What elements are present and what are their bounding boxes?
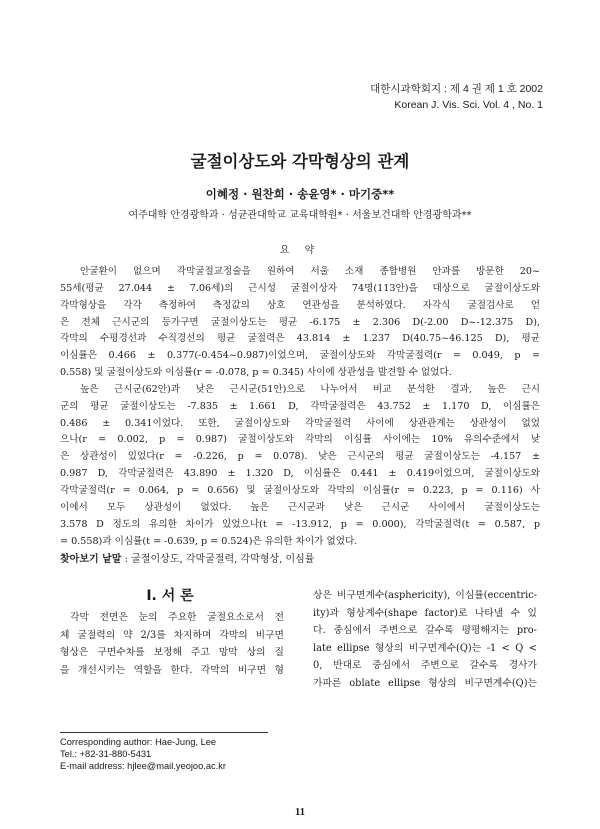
body-line: 각막 전면은 눈의 주요한 굴절요소로서 전	[70, 612, 284, 623]
body-line: 가파른 oblate ellipse 형상의 비구면계수(Q)는	[313, 677, 537, 689]
paper-title: 굴절이상도와 각막형상의 관계	[190, 152, 410, 171]
abstract-line: 0.558) 및 굴절이상도와 이심률(r = -0.078, p = 0.345) 사이에 상관성을 발견할 수 없었다.	[60, 367, 452, 379]
body-column-right	[313, 587, 537, 692]
journal-citation-korean: 대한시과학회지 : 제 4 권 제 1 호 2002	[370, 83, 543, 95]
abstract-line: 각막의 수평경선과 수직경선의 평균 굴절력은 43.814 ± 1.237 D(40.75~46.125 D), 평균	[60, 333, 540, 345]
abstract-line: 은 상관성이 있었다(r = -0.226, p = 0.078). 낮은 근시군의 평균 굴절이상도는 -4.157 ±	[60, 451, 540, 463]
body-line: 을 개선시키는 역할을 한다. 각막의 비구면 형	[60, 664, 284, 676]
abstract-line: 군의 평균 굴절이상도는 -7.835 ± 1.661 D, 각막굴절력은 43.752 ± 1.170 D, 이심률은	[60, 400, 540, 412]
abstract-line: 3.578 D 정도의 유의한 차이가 있었으나(t = -13.912, p = 0.000), 각막굴절력(t = 0.587, p	[60, 518, 540, 530]
body-line: 체 굴절력의 약 2/3를 차지하며 각막의 비구면	[60, 629, 284, 641]
body-line: 다. 중심에서 주변으로 갈수록 평평해지는 pro-	[313, 625, 537, 636]
abstract-line: 안굴환이 없으며 각막굴절교정술을 원하여 서울 소재 종합병원 안과를 방문한 20~	[80, 266, 540, 277]
body-line: 0, 반대로 중심에서 주변으로 갈수록 경사가	[313, 660, 537, 671]
abstract-body	[60, 264, 540, 550]
abstract-line: 높은 근시군(62안)과 낮은 근시군(51안)으로 나누어서 비교 분석한 결과, 높은 근시	[80, 383, 540, 395]
abstract-line: 이심률은 0.466 ± 0.377(-0.454~0.987)이었으며, 굴절이상도와 각막굴절력(r = 0.049, p =	[60, 350, 540, 362]
abstract-line: 55세(평균 27.044 ± 7.06세)의 근시성 굴절이상자 74명(113안)을 대상으로 굴절이상도와	[60, 282, 540, 294]
footnote-corresponding-author: Corresponding author: Hae-Jung, Lee	[60, 737, 217, 747]
body-line: late ellipse 형상의 비구면계수(Q)는 -1 < Q <	[313, 642, 537, 654]
author-list: 이혜정 · 원찬희 · 송윤영* · 마기중**	[205, 187, 395, 201]
abstract-line: 0.987 D, 각막굴절력은 43.890 ± 1.320 D, 이심률은 0.441 ± 0.419이었으며, 굴절이상도와	[60, 468, 540, 480]
keywords-text: : 굴절이상도, 각막굴절력, 각막형상, 이심률	[121, 554, 315, 565]
abstract-line: 각막굴절력(r = 0.064, p = 0.656) 및 굴절이상도와 각막의 이심률(r = 0.223, p = 0.116) 사	[60, 484, 540, 496]
affiliation-list: 여주대학 안경광학과 · 성균관대학교 교육대학원* · 서울보건대학 안경광학과**	[128, 210, 472, 221]
abstract-line: 이에서 모두 상관성이 없었다. 높은 근시군과 낮은 근시군 사이에서 굴절이상도는	[60, 501, 540, 513]
journal-citation-english: Korean J. Vis. Sci. Vol. 4 , No. 1	[394, 99, 543, 111]
abstract-line: 0.486 ± 0.341이었다. 또한, 굴절이상도와 각막굴절력 사이에 상관관계는 상관성이 없었	[60, 417, 540, 429]
footnote-telephone: Tel.: +82-31-880-5431	[60, 749, 152, 759]
page-number: 11	[295, 807, 305, 818]
keywords	[60, 550, 314, 565]
footnote-divider	[60, 732, 268, 733]
section-heading-introduction: I. 서 론	[146, 588, 194, 604]
abstract-line: = 0.558)과 이심률(t = -0.639, p = 0.524)은 유의한 차이가 없었다.	[60, 535, 358, 547]
body-line: 상은 비구면계수(asphericity), 이심률(eccentric-	[313, 590, 537, 601]
footnote-email: E-mail address: hjlee@mail.yeojoo.ac.kr	[60, 761, 227, 771]
body-column-left	[60, 609, 284, 679]
abstract-line: 각막형상을 각각 측정하여 측정값의 상호 연관성을 분석하였다. 자각식 굴절검사로 얻	[60, 299, 540, 311]
abstract-line: 으나(r = 0.002, p = 0.987) 굴절이상도와 각막의 이심률 사이에는 10% 유의수준에서 낮	[60, 434, 540, 446]
keywords-label: 찾아보기 낱말	[60, 554, 122, 565]
abstract-line: 은 전체 근시군의 등가구면 굴절이상도는 평균 -6.175 ± 2.306 D(-2.00 D~-12.375 D),	[60, 316, 540, 328]
abstract-heading: 요 약	[279, 245, 321, 256]
body-line: ity)과 형상계수(shape factor)로 나타낼 수 있	[313, 607, 537, 619]
body-line: 형상은 구면수차를 보정해 주고 망막 상의 질	[60, 647, 284, 658]
